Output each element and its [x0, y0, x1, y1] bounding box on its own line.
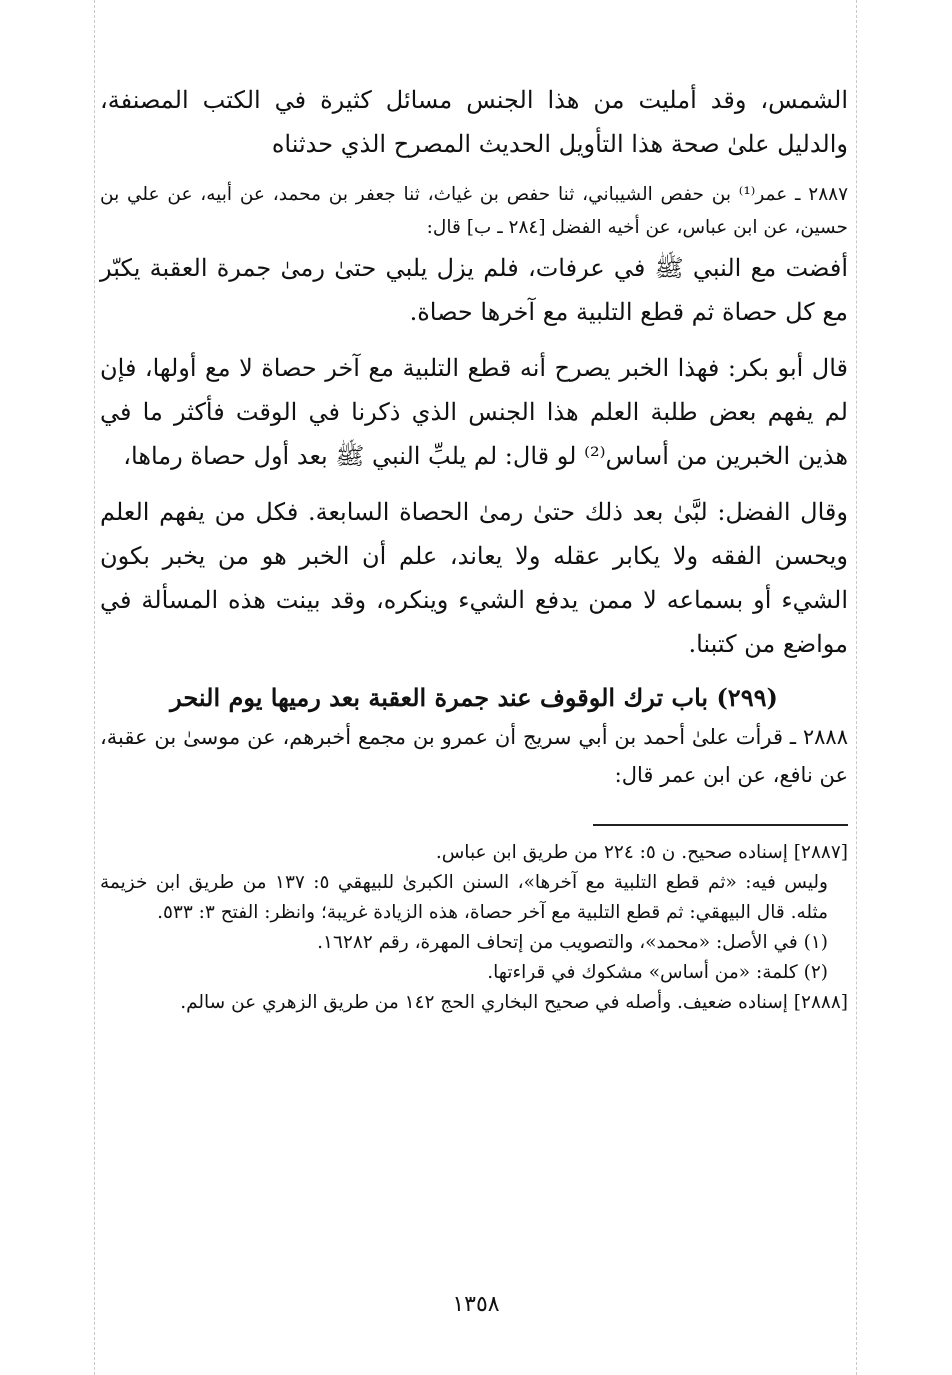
footnote-1: (١) في الأصل: «محمد»، والتصويب من إتحاف المهرة، رقم ١٦٢٨٢.: [317, 932, 828, 953]
chapter-heading: (٢٩٩) باب ترك الوقوف عند جمرة العقبة بعد رميها يوم النحر: [170, 683, 778, 712]
footnote-2: (٢) كلمة: «من أساس» مشكوك في قراءتها.: [487, 962, 828, 983]
margin-guide-right: [856, 0, 857, 1375]
page-content: [100, 78, 848, 1018]
footnote-2888: [٢٨٨٨] إسناده ضعيف. وأصله في صحيح البخاري الحج ١٤٢ من طريق الزهري عن سالم.: [180, 992, 848, 1013]
paragraph-1: الشمس، وقد أمليت من هذا الجنس مسائل كثيرة في الكتب المصنفة، والدليل علىٰ صحة هذا التأويل الحديث المصرح الذي حدثناه: [100, 86, 848, 158]
hadith-2887-text: أفضت مع النبي ﷺ في عرفات، فلم يزل يلبي حتىٰ رمىٰ جمرة العقبة يكبّر مع كل حصاة ثم قطع التلبية مع آخرها حصاة.: [100, 254, 848, 326]
page-number: ١٣٥٨: [452, 1292, 500, 1317]
footnotes: [100, 838, 848, 1018]
footnote-divider: [593, 824, 848, 826]
hadith-2888-chain: ٢٨٨٨ ـ قرأت علىٰ أحمد بن أبي سريج أن عمرو بن مجمع أخبرهم، عن موسىٰ بن عقبة، عن نافع، عن ابن عمر قال:: [100, 725, 848, 787]
footnote-2887: [٢٨٨٧] إسناده صحيح. ن ٥: ٢٢٤ من طريق ابن عباس.: [435, 842, 848, 863]
hadith-2887-chain: ٢٨٨٧ ـ عمر⁽¹⁾ بن حفص الشيباني، ثنا حفص بن غياث، ثنا جعفر بن محمد، عن أبيه، عن علي بن حسين، عن ابن عباس، عن أخيه الفضل [٢٨٤ ـ ب] قال:: [100, 184, 849, 238]
paragraph-fadl: وقال الفضل: لبَّىٰ بعد ذلك حتىٰ رمىٰ الحصاة السابعة. فكل من يفهم العلم ويحسن الفقه ولا يكابر عقله ولا يعاند، علم أن الخبر هو من يخبر بكون الشيء أو بسماعه لا ممن يدفع الشيء وينكره، وقد بينت هذه المسألة في مواضع من كتبنا.: [100, 498, 848, 658]
paragraph-abu-bakr: قال أبو بكر: فهذا الخبر يصرح أنه قطع التلبية مع آخر حصاة لا مع أولها، فإن لم يفهم بعض طلبة العلم هذا الجنس الذي ذكرنا في الوقت فأكثر ما في هذين الخبرين من أساس⁽²⁾ لو قال: لم يلبِّ النبي ﷺ بعد أول حصاة رماها،: [100, 354, 848, 470]
margin-guide-left: [94, 0, 95, 1375]
footnote-2887-continued: وليس فيه: «ثم قطع التلبية مع آخرها»، السنن الكبرىٰ للبيهقي ٥: ١٣٧ من طريق ابن خزيمة مثله. قال البيهقي: ثم قطع التلبية مع آخر حصاة، هذه الزيادة غريبة؛ وانظر: الفتح ٣: ٥٣٣.: [100, 872, 828, 923]
